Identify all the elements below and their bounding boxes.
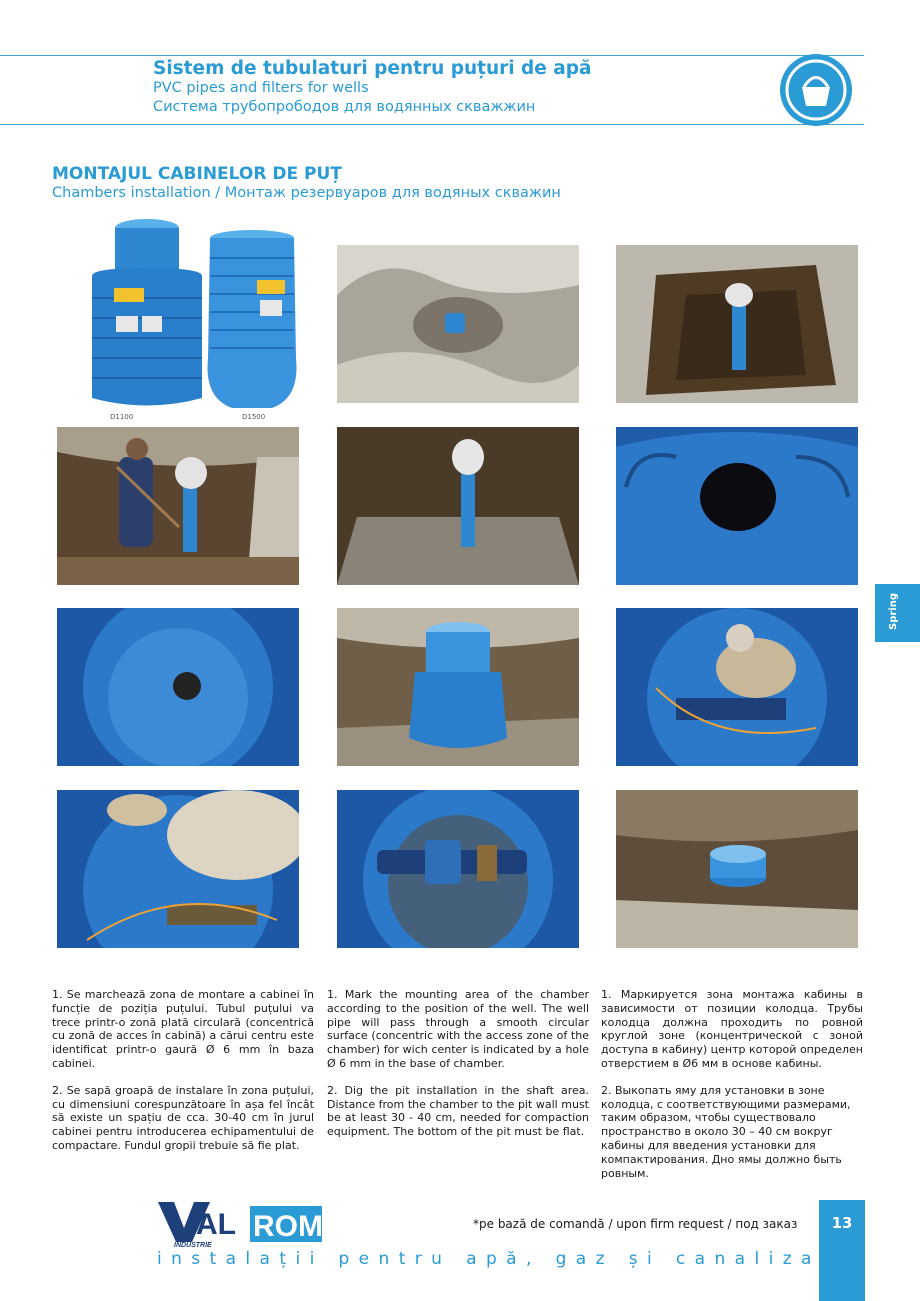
brand-industrie: INDUSTRIE — [174, 1242, 212, 1248]
en-step-2: 2. Dig the pit installation in the shaft area. Distance from the chamber to the pit wall must be at least 30 - 40 cm, needed for compaction equipment. The bottom of the pit must be flat. — [327, 1083, 589, 1139]
section-title: MONTAJUL CABINELOR DE PUȚ — [52, 164, 342, 184]
column-ru — [601, 988, 863, 1193]
photo-worker-inside — [616, 608, 858, 766]
header-top-rule — [0, 55, 864, 56]
photo-valve-assembly — [337, 790, 579, 948]
photo-chamber-inside — [57, 608, 299, 766]
photo-hand-installing — [57, 790, 299, 948]
valrom-logo — [156, 1198, 326, 1248]
photo-pipe-in-pit — [337, 427, 579, 585]
photo-pit-dug — [616, 245, 858, 403]
column-ro — [52, 988, 314, 1166]
header-bottom-rule — [0, 124, 864, 125]
bucket-icon — [780, 54, 852, 126]
photo-worker-digging — [57, 427, 299, 585]
footnote: *pe bază de comandă / upon firm request / под заказ — [473, 1217, 798, 1231]
photo-marking-area — [337, 245, 579, 403]
page-number: 13 — [831, 1214, 853, 1232]
chamber-tanks-image — [52, 208, 314, 428]
tank-label-d1500: D1500 — [242, 413, 266, 421]
brand-val: AL — [196, 1208, 236, 1241]
en-step-1: 1. Mark the mounting area of the chamber according to the position of the well. The well pipe will pass through a smooth circular surface (concentric with the access zone of the chamber) for wich center is indicated by a hole Ø 6 mm in the base of chamber. — [327, 988, 589, 1070]
ru-step-1: 1. Маркируется зона монтажа кабины в зависимости от позиции колодца. Трубы колодца должна проходить по ровной круглой зоне (концентрической с зоной доступа в кабину) центр которой определен отверстием в Ø6 мм в основе кабины. — [601, 988, 863, 1070]
photo-chamber-hole — [616, 427, 858, 585]
header-subtitle-en: PVC pipes and filters for wells — [153, 80, 369, 96]
side-tab-spring — [875, 584, 920, 642]
header-title: Sistem de tubulaturi pentru puțuri de apă — [153, 58, 592, 79]
tank-label-d1100: D1100 — [110, 413, 134, 421]
section-subtitle: Chambers installation / Монтаж резервуаров для водяных скважин — [52, 185, 561, 201]
photo-chamber-placed — [337, 608, 579, 766]
column-en — [327, 988, 589, 1152]
ru-step-2: 2. Выкопать яму для установки в зоне колодца, с соответствующими размерами, таким образом, чтобы существовало пространство в около 30 – 40 см вокруг кабины для введения установки для компактирования. Дно ямы должно быть ровным. — [601, 1083, 851, 1180]
side-tab-label: Spring — [888, 593, 899, 630]
header-subtitle-ru: Система трубопрободов для водянных скважжин — [153, 99, 536, 115]
ro-step-2: 2. Se sapă groapă de instalare în zona puțului, cu dimensiuni corespunzătoare în așa fel încât să existe un spațiu de cca. 30-40 cm în jurul cabinei pentru introducerea echipamentului de compactare. Fundul gropii trebuie să fie plat. — [52, 1083, 314, 1152]
tagline: instalații pentru apă, gaz și canalizare — [157, 1249, 857, 1269]
brand-rom: ROM — [253, 1210, 323, 1243]
ro-step-1: 1. Se marchează zona de montare a cabinei în funcție de poziția puțului. Tubul puțului va trece printr-o zonă plată circulară (concentrică cu zonă de acces în cabină) a cărui centru este identificat printr-o gaură Ø 6 mm în baza cabinei. — [52, 988, 314, 1070]
photo-chamber-finished — [616, 790, 858, 948]
